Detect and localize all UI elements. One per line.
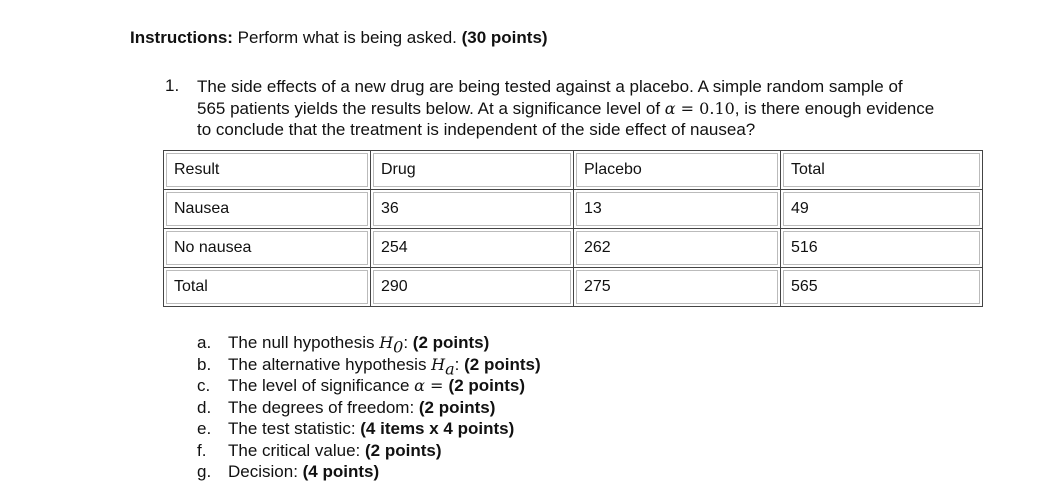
subquestion-points: (2 points): [365, 440, 442, 460]
table-cell: 254: [371, 229, 574, 268]
table-cell: 36: [371, 190, 574, 229]
subquestion-a: [197, 332, 541, 357]
table-cell: 13: [574, 190, 781, 229]
subquestion-points: (4 points): [302, 462, 380, 481]
table-cell: Placebo: [574, 151, 781, 190]
subquestion-text: The alternative hypothesis: [228, 354, 432, 374]
subquestion-g: [197, 461, 541, 483]
instructions-line: [130, 28, 548, 48]
table-cell: Total: [164, 268, 371, 307]
table-cell: Result: [164, 151, 371, 190]
subquestion-points: (2 points): [418, 397, 496, 417]
subquestion-c: [197, 375, 541, 397]
h-symbol: H: [431, 354, 446, 374]
subquestion-text: The null hypothesis: [228, 333, 380, 352]
alpha-symbol: α: [664, 98, 676, 118]
table-cell: Total: [781, 151, 983, 190]
colon: :: [454, 354, 465, 374]
subquestion-e: [197, 418, 541, 440]
question-line-3: to conclude that the treatment is independent of the side effect of nausea?: [197, 120, 756, 139]
equals-sign: =: [675, 98, 700, 118]
table-row: [164, 229, 983, 268]
subquestion-points: (2 points): [448, 376, 526, 395]
table-cell: 565: [781, 268, 983, 307]
table-row: [164, 268, 983, 307]
alpha-value: 0.10: [699, 98, 735, 118]
question-text: [197, 76, 997, 141]
table-cell: 49: [781, 190, 983, 229]
subquestion-text: The test statistic:: [228, 419, 361, 438]
colon: :: [403, 333, 413, 352]
subquestion-letter: a.: [197, 333, 212, 352]
table-row: [164, 190, 983, 229]
question-number: 1.: [165, 76, 180, 95]
table-cell: 262: [574, 229, 781, 268]
subquestion-text: The level of significance: [228, 376, 415, 395]
h-subscript: 0: [393, 337, 404, 357]
question-line-1: The side effects of a new drug are being tested against a placebo. A simple random sample of: [197, 77, 903, 96]
equals-sign: =: [424, 376, 449, 395]
contingency-table: [163, 150, 983, 307]
subquestion-letter: g.: [197, 462, 212, 481]
subquestion-d: [197, 397, 541, 419]
subquestion-text: The degrees of freedom:: [228, 397, 419, 417]
question-line-2-end: , is there enough evidence: [734, 98, 935, 118]
subquestion-letter: e.: [197, 419, 212, 438]
subquestion-letter: b.: [197, 354, 212, 374]
subquestion-f: [197, 440, 541, 462]
instructions-label: Instructions:: [130, 28, 233, 47]
subquestion-text: The critical value:: [228, 440, 365, 460]
table-cell: 516: [781, 229, 983, 268]
subquestion-list: [197, 332, 541, 483]
subquestion-points: (2 points): [412, 333, 490, 352]
table-cell: Drug: [371, 151, 574, 190]
table-cell: 275: [574, 268, 781, 307]
h-subscript: a: [445, 358, 455, 378]
subquestion-b: [197, 354, 541, 376]
table-cell: Nausea: [164, 190, 371, 229]
subquestion-text: Decision:: [228, 462, 303, 481]
subquestion-letter: d.: [197, 397, 212, 417]
subquestion-points: (2 points): [464, 354, 541, 374]
subquestion-letter: c.: [197, 376, 211, 395]
table-cell: 290: [371, 268, 574, 307]
question-line-2-start: 565 patients yields the results below. At a significance level of: [197, 98, 665, 118]
table-cell: No nausea: [164, 229, 371, 268]
table-header-row: [164, 151, 983, 190]
subquestion-letter: f.: [197, 440, 207, 460]
instructions-points: (30 points): [461, 28, 548, 47]
question-line-2: [197, 98, 997, 120]
instructions-text: Perform what is being asked.: [232, 28, 462, 47]
alpha-symbol: α: [414, 376, 425, 395]
subquestion-points: (4 items x 4 points): [360, 419, 515, 438]
h-symbol: H: [379, 333, 394, 352]
